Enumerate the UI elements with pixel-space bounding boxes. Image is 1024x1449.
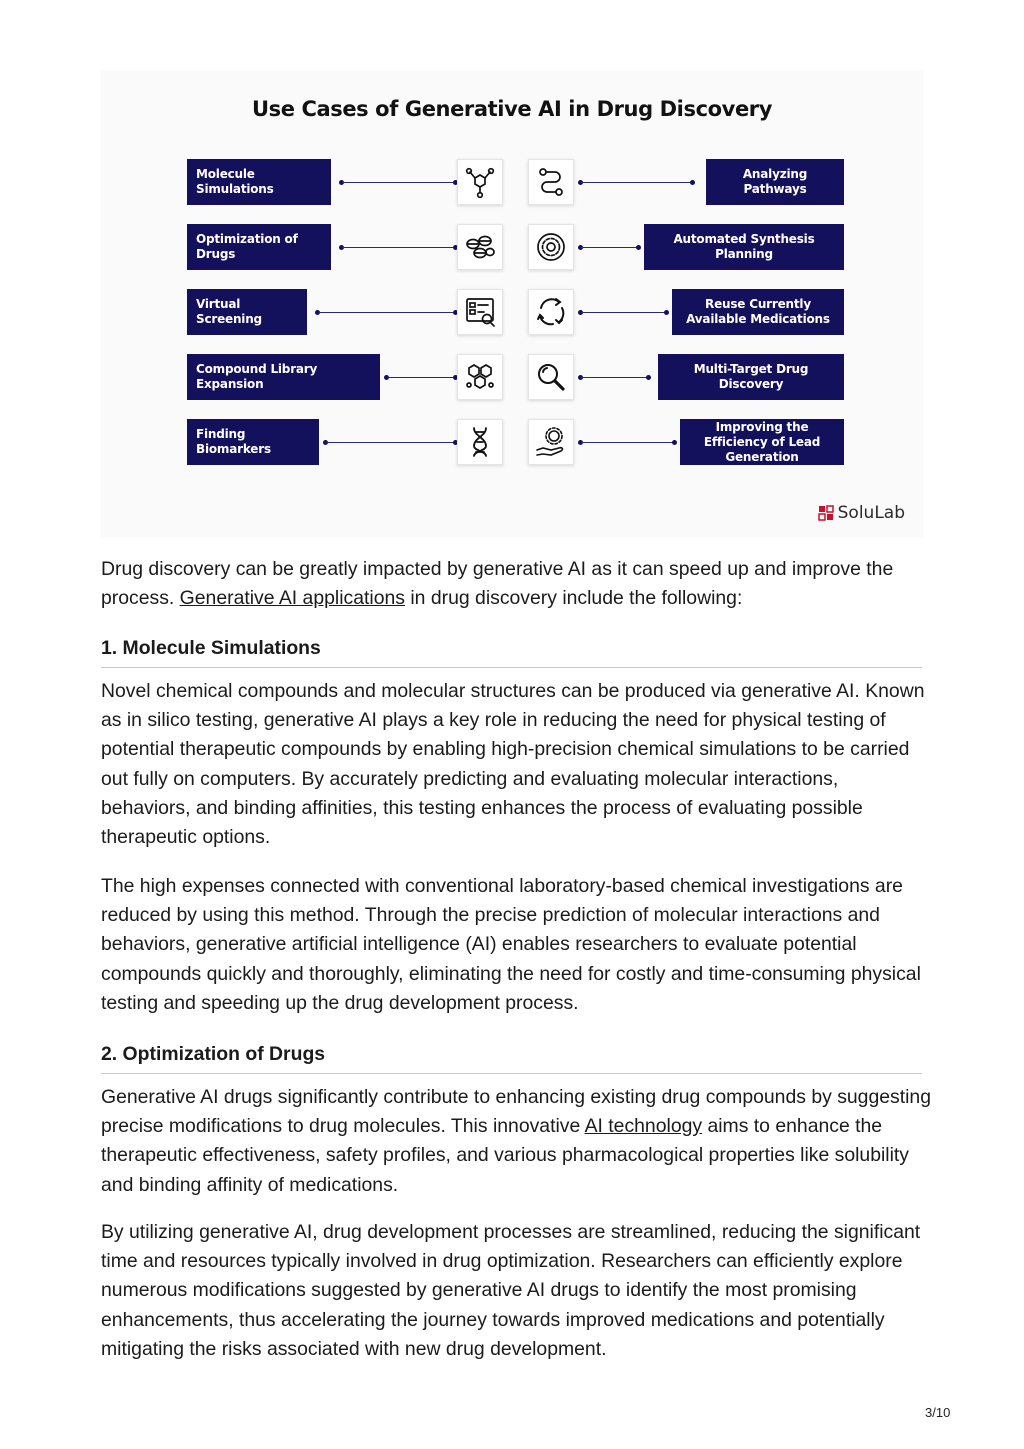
intro-paragraph	[101, 555, 931, 613]
recycle-arrows-icon	[528, 289, 574, 335]
magnifier-icon	[528, 354, 574, 400]
connector-line	[342, 247, 456, 248]
molecule-icon	[457, 159, 503, 205]
connector-line	[387, 377, 456, 378]
generative-ai-applications-link[interactable]: Generative AI applications	[179, 587, 405, 610]
hexagon-compound-icon	[457, 354, 503, 400]
connector-dot	[646, 375, 651, 380]
figure-title: Use Cases of Generative AI in Drug Discovery	[251, 97, 773, 121]
page-number: 3/10	[925, 1405, 951, 1420]
section2-paragraph-1	[101, 1083, 931, 1200]
ai-technology-link[interactable]: AI technology	[584, 1115, 703, 1138]
left-item-virtual-screening: Virtual Screening	[187, 289, 307, 335]
pathway-icon	[528, 159, 574, 205]
screen-search-icon	[457, 289, 503, 335]
connector-dot	[690, 180, 695, 185]
left-item-compound-library-expansion: Compound Library Expansion	[187, 354, 380, 400]
intro-text: Drug discovery can be greatly impacted by generative AI as it can speed up and improve the process.	[101, 558, 894, 610]
left-item-finding-biomarkers: Finding Biomarkers	[187, 419, 319, 465]
connector-line	[581, 377, 649, 378]
brand-name: SoluLab	[837, 503, 905, 523]
connector-dot	[664, 310, 669, 315]
right-item-analyzing-pathways: Analyzing Pathways	[706, 159, 844, 205]
connector-dot	[672, 440, 677, 445]
section2-paragraph-2: By utilizing generative AI, drug development processes are streamlined, reducing the significant time and resources typically involved in drug optimization. Researchers can efficiently explore numerous modifications suggested by generative AI drugs to identify the most promising enhancements, thus accelerating the journey towards improved medications and potentially mitigating the risks associated with new drug development.	[101, 1221, 921, 1360]
connector-line	[326, 442, 456, 443]
connector-line	[342, 182, 456, 183]
connector-line	[581, 247, 639, 248]
intro-text-end: in drug discovery include the following:	[404, 587, 743, 610]
connector-line	[581, 182, 693, 183]
solulab-brand	[818, 503, 905, 523]
use-cases-figure	[101, 71, 923, 537]
connector-line	[581, 312, 667, 313]
section1-paragraph-1: Novel chemical compounds and molecular structures can be produced via generative AI. Known as in silico testing, generative AI plays a key role in reducing the need for physical testing of potential therapeutic compounds by enabling high-precision chemical simulations to be carried out fully on computers. By accurately predicting and evaluating molecular interactions, behaviors, and binding affinities, this testing enhances the process of evaluating possible therapeutic options.	[101, 680, 925, 849]
right-item-reuse-medications: Reuse Currently Available Medications	[672, 289, 844, 335]
left-item-optimization-of-drugs: Optimization of Drugs	[187, 224, 331, 270]
right-item-lead-generation-efficiency: Improving the Efficiency of Lead Generation	[680, 419, 844, 465]
section-heading-optimization-of-drugs: 2. Optimization of Drugs	[101, 1042, 922, 1074]
solulab-logo-icon	[818, 505, 834, 521]
right-item-multi-target-drug-discovery: Multi-Target Drug Discovery	[658, 354, 844, 400]
dna-icon	[457, 419, 503, 465]
section-heading-molecule-simulations: 1. Molecule Simulations	[101, 636, 922, 668]
section2-text-end: aims to enhance the therapeutic effectiveness, safety profiles, and various pharmacological properties like solubility and binding affinity of medications.	[101, 1115, 910, 1196]
hand-gear-icon	[528, 419, 574, 465]
section1-paragraph-2: The high expenses connected with conventional laboratory-based chemical investigations are reduced by using this method. Through the precise prediction of molecular interactions and behaviors, generative artificial intelligence (AI) enables researchers to evaluate potential compounds quickly and thoroughly, eliminating the need for costly and time-consuming physical testing and speeding up the drug development process.	[101, 875, 921, 1014]
connector-line	[318, 312, 456, 313]
connector-line	[581, 442, 675, 443]
left-item-molecule-simulations: Molecule Simulations	[187, 159, 331, 205]
section2-text: Generative AI drugs significantly contribute to enhancing existing drug compounds by suggesting precise modifications to drug molecules. This innovative	[101, 1086, 931, 1138]
right-item-automated-synthesis-planning: Automated Synthesis Planning	[644, 224, 844, 270]
connector-dot	[636, 245, 641, 250]
pills-icon	[457, 224, 503, 270]
target-circle-icon	[528, 224, 574, 270]
